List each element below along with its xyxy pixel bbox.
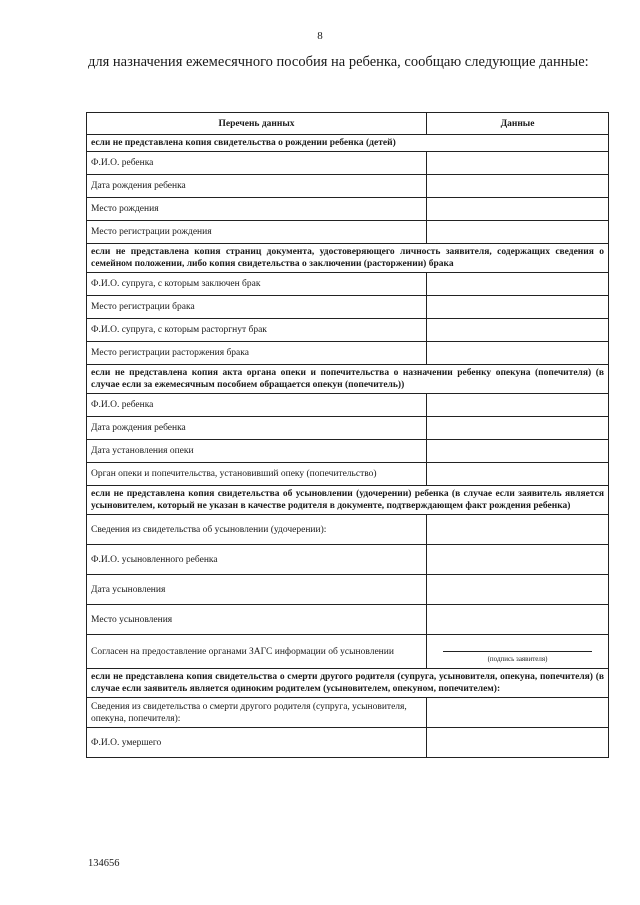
field-value-cell[interactable] [427,605,609,635]
section-row [87,365,609,394]
section-row [87,669,609,698]
field-row [87,417,609,440]
field-row [87,463,609,486]
field-row [87,605,609,635]
field-label: Ф.И.О. супруга, с которым расторгнут брак [87,319,427,342]
field-value-cell[interactable] [427,198,609,221]
field-value-cell[interactable] [427,417,609,440]
field-row [87,273,609,296]
field-label: Ф.И.О. умершего [87,728,427,758]
field-value-cell[interactable] [427,319,609,342]
field-row [87,296,609,319]
field-label: Дата установления опеки [87,440,427,463]
field-value-cell[interactable] [427,545,609,575]
field-label: Ф.И.О. ребенка [87,152,427,175]
field-label: Дата усыновления [87,575,427,605]
field-row [87,575,609,605]
field-label: Ф.И.О. усыновленного ребенка [87,545,427,575]
section-heading: если не представлена копия страниц документа, удостоверяющего личность заявителя, содержащих сведения о семейном положении, либо копия свидетельства о заключении (расторжении) брака [87,244,609,273]
field-row [87,198,609,221]
field-value-cell[interactable] [427,273,609,296]
consent-row [87,635,609,669]
consent-label: Согласен на предоставление органами ЗАГС информации об усыновлении [87,635,427,669]
section-heading: если не представлена копия свидетельства об усыновлении (удочерении) ребенка (в случае если заявитель является усыновителем, который не указан в качестве родителя в документе, подтверждающем факт рождения ребенка) [87,486,609,515]
field-label: Место регистрации брака [87,296,427,319]
field-row [87,440,609,463]
field-value-cell[interactable] [427,296,609,319]
field-row [87,515,609,545]
field-label: Сведения из свидетельства о смерти другого родителя (супруга, усыновителя, опекуна, попечителя): [87,698,427,728]
field-row [87,342,609,365]
data-table [86,112,609,758]
field-row [87,545,609,575]
field-label: Место регистрации расторжения брака [87,342,427,365]
field-value-cell[interactable] [427,515,609,545]
header-list-of-data: Перечень данных [87,113,427,135]
field-value-cell[interactable] [427,221,609,244]
section-heading: если не представлена копия свидетельства о смерти другого родителя (супруга, усыновителя, опекуна, попечителя) (в случае если заявитель является одиноким родителем (усыновителем, опекуном, попечителем): [87,669,609,698]
intro-text: для назначения ежемесячного пособия на ребенка, сообщаю следующие данные: [88,54,589,70]
field-label: Дата рождения ребенка [87,175,427,198]
field-label: Место рождения [87,198,427,221]
signature-caption: (подпись заявителя) [443,651,592,665]
field-row [87,319,609,342]
field-row [87,394,609,417]
page-number: 8 [317,30,323,42]
field-value-cell[interactable] [427,463,609,486]
field-value-cell[interactable] [427,175,609,198]
field-label: Ф.И.О. ребенка [87,394,427,417]
field-value-cell[interactable] [427,440,609,463]
field-value-cell[interactable] [427,394,609,417]
table-body [87,135,609,758]
document-code: 134656 [88,858,120,869]
field-label: Место усыновления [87,605,427,635]
field-value-cell[interactable] [427,728,609,758]
section-row [87,135,609,152]
section-row [87,486,609,515]
field-value-cell[interactable] [427,575,609,605]
field-value-cell[interactable] [427,342,609,365]
signature-field[interactable] [427,635,609,669]
field-label: Место регистрации рождения [87,221,427,244]
field-value-cell[interactable] [427,698,609,728]
section-heading: если не представлена копия акта органа опеки и попечительства о назначении ребенку опекуна (попечителя) (в случае если за ежемесячным пособием обращается опекун (попечитель)) [87,365,609,394]
header-data: Данные [427,113,609,135]
field-label: Ф.И.О. супруга, с которым заключен брак [87,273,427,296]
field-row [87,175,609,198]
field-label: Дата рождения ребенка [87,417,427,440]
field-row [87,221,609,244]
table-header-row [87,113,609,135]
field-row [87,728,609,758]
field-row [87,698,609,728]
field-value-cell[interactable] [427,152,609,175]
field-row [87,152,609,175]
section-heading: если не представлена копия свидетельства о рождении ребенка (детей) [87,135,609,152]
field-label: Сведения из свидетельства об усыновлении (удочерении): [87,515,427,545]
field-label: Орган опеки и попечительства, установивший опеку (попечительство) [87,463,427,486]
section-row [87,244,609,273]
